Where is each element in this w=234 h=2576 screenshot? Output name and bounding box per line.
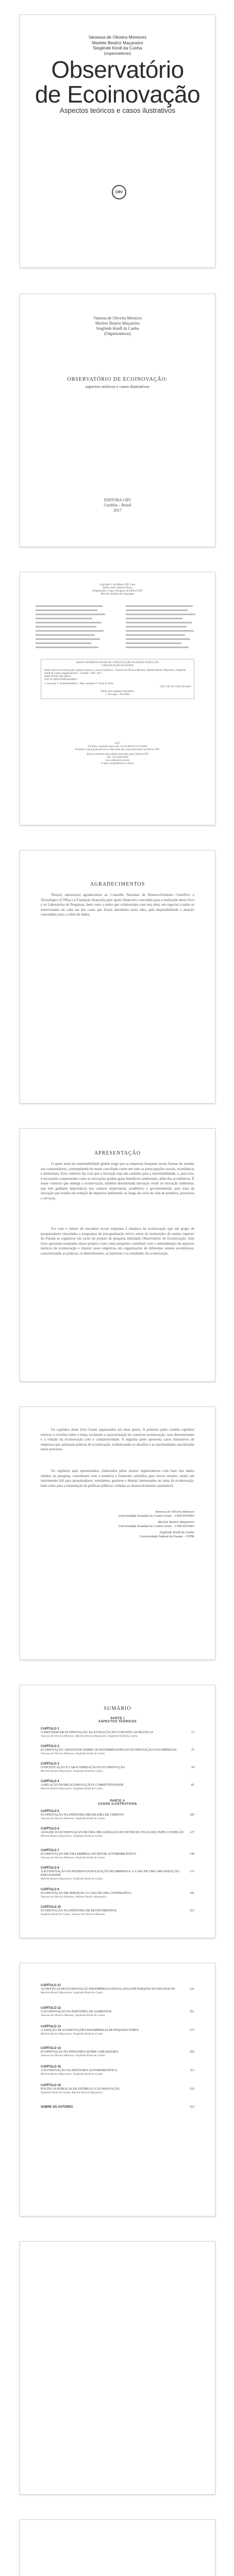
credits-page — [20, 572, 215, 825]
toc-chapter-title: A RELAÇÃO ENTRE ECOINOVAÇÃO E COMPETITIVIDADE — [41, 1784, 124, 1787]
revisao: Revisão: Analista de Linguagem — [101, 593, 135, 596]
credits-footer — [20, 742, 215, 766]
toc-entry[interactable] — [41, 2106, 194, 2109]
toc-entry[interactable] — [41, 2007, 194, 2018]
book-title: OBSERVATÓRIO DE ECOINOVAÇÃO: — [67, 377, 168, 382]
presentation-signatures — [119, 1510, 194, 1539]
toc-entry[interactable] — [41, 1827, 194, 1838]
toc-chapter-label: CAPÍTULO 5 — [41, 1810, 59, 1813]
toc-chapter-label: CAPÍTULO 10 — [41, 1906, 61, 1909]
acknowledgements-heading: AGRADECIMENTOS — [90, 882, 145, 887]
toc-chapter-authors: Vanessa de Oliveira Menezes; Marlete Beatriz Maçaneiro; Sieglinde Kindl da Cunha — [41, 1735, 138, 1738]
toc-chapter-title: A ECOINOVAÇÃO NA INDÚSTRIA DE ALIMENTOS — [41, 2010, 112, 2013]
cover-authors — [20, 35, 215, 56]
cover-title-line1: Observatório — [51, 56, 184, 83]
title-page-authors — [20, 316, 215, 336]
toc-heading: SUMÁRIO — [104, 1706, 131, 1711]
cover-role: (organizadoras) — [104, 50, 131, 56]
ficha-subtitle: CATALOGAÇÃO NA FONTE — [101, 665, 134, 667]
signature-name: Marlete Beatriz Maçaneiro — [158, 1520, 194, 1524]
blank-page — [20, 2241, 215, 2495]
signature-name: Vanessa de Oliveira Menezes — [155, 1510, 194, 1514]
toc-entry[interactable] — [41, 2084, 194, 2095]
toc-chapter-authors: Vanessa de Oliveira Menezes; Sieglinde Kindl da Cunha — [41, 1856, 105, 1859]
toc-chapter-label: CAPÍTULO 14 — [41, 2047, 61, 2050]
toc-entry[interactable] — [41, 2025, 194, 2036]
editor-chief: Editor-chefe: Railson Moura — [103, 587, 132, 589]
toc-page-number: 81 — [191, 1784, 194, 1787]
copyright: Copyright © da Editora CRV Ltda. — [99, 584, 136, 586]
cover-page — [20, 14, 215, 268]
ficha-title: DADOS INTERNACIONAIS DE CATALOGAÇÃO NA PUBLICAÇÃO (CIP) — [76, 662, 159, 664]
rights-reserved: Todos os direitos desta edição reservados pela: Editora CRV — [86, 753, 149, 756]
toc-page-number: 313 — [190, 2069, 194, 2072]
publisher-city: Curitiba – Brasil — [104, 503, 131, 507]
signature-institution: Universidade Estadual do Centro-Oeste – UNICENTRO — [118, 1524, 194, 1528]
part-1-subtitle: ASPECTOS TEÓRICOS — [98, 1720, 137, 1723]
cdu: CDU 330.341 CDD 658.4063 — [160, 686, 191, 688]
toc-chapter-label: CAPÍTULO 4 — [41, 1780, 59, 1783]
toc-chapter-title: A ECOINOVAÇÃO NA INDÚSTRIA AUTOMOBILÍSTICA — [41, 2069, 118, 2072]
toc-page-number: 149 — [190, 1853, 194, 1856]
toc-chapter-label: CAPÍTULO 16 — [41, 2084, 61, 2087]
toc-chapter-title: ECOINOVAÇÃO NA INDÚSTRIA BRASILEIRA DE CIMENTO — [41, 1814, 124, 1817]
toc-page-number: 59 — [191, 1766, 194, 1769]
publisher-logo: CRV — [112, 185, 126, 199]
toc-chapter-authors: Vanessa de Oliveira Menezes; Sieglinde Kindl da Cunha — [41, 2054, 105, 2057]
toc-page-number: 211 — [190, 1909, 194, 1912]
toc-chapter-title: POLÍTICAS PÚBLICAS DE ESTÍMULO À ECOINOVAÇÃO — [41, 2088, 120, 2091]
part-2-subtitle: CASOS ILUSTRATIVOS — [98, 1803, 137, 1806]
toc-page-number: 293 — [190, 2050, 194, 2054]
toc-entry[interactable] — [41, 1810, 194, 1821]
acknowledgements-page — [20, 850, 215, 1104]
toc-chapter-label: CAPÍTULO 2 — [41, 1745, 59, 1748]
toc-chapter-label: CAPÍTULO 3 — [41, 1762, 59, 1766]
presentation-paragraph-4: Os capítulos aqui apresentados, elaborados pelos nossos organizadores com base nos dados obtidos na pesquisa, contribuem com a temática e fornecem subsídios para novos estudos, sendo um instrumento útil para pesquisadores, estudantes, gestores e demais interessados no tema da ecoinovação, bem como para a formulação de políticas públicas voltadas ao desenvolvimento sustentável. — [41, 1469, 194, 1488]
ficha-text: Observatório de ecoinovação: aspectos teóricos e casos ilustrativos / Vanessa de Oliveira Menezes, Marlete Beatriz Maçaneiro, Sieglinde Kindl da Cunha (organizadoras) – Curitiba : CRV, 2017. — [44, 669, 186, 675]
toc-page-number: 273 — [190, 2029, 194, 2032]
toc-entry[interactable] — [41, 1849, 194, 1860]
toc-chapter-label: CAPÍTULO 1 — [41, 1727, 59, 1731]
signature-name: Sieglinde Kindl da Cunha — [159, 1531, 194, 1534]
toc-page-number: 105 — [190, 1814, 194, 1817]
publisher-phone: Tel.: (41) 3039-6418 — [107, 756, 128, 759]
cover-author: Sieglinde Kindl da Cunha — [93, 45, 142, 50]
toc-entry[interactable] — [41, 2047, 194, 2058]
toc-page-number: 333 — [190, 2088, 194, 2091]
toc-page-number: 37 — [191, 1749, 194, 1752]
toc-chapter-authors: Sieglinde Kindl da Cunha; Vanessa de Oliveira Menezes — [41, 1913, 105, 1916]
diagramacao: Diagramação e Capa: Designers da Editora CRV — [92, 590, 143, 592]
toc-entry[interactable] — [41, 1762, 194, 1773]
publisher-name: EDITORA CRV — [104, 498, 131, 502]
publisher-year: 2017 — [113, 508, 122, 513]
toc-entry[interactable] — [41, 1745, 194, 1756]
presentation-paragraph-2: Foi com o intuito de encontrar novas respostas à temática da ecoinovação que um grupo de pesquisadores vinculados a programas de pós-graduação stricto sensu de instituições de ensino superior do Paraná se organizou em torno do projeto de pesquisa intitulado Observatório de Ecoinovação. Este livro apresenta resultados desse projeto e tem como propósito contribuir com o entendimento de aspectos teóricos da ecoinovação e ilustrar casos empíricos em organizações de diferentes setores econômicos, caracterizando as práticas, os determinantes, as barreiras e os resultados da ecoinovação. — [41, 1227, 194, 1256]
presentation-page-2 — [20, 1406, 215, 1660]
presentation-paragraph-3: Os capítulos deste livro foram organizados em duas partes. A primeira parte contém capítulos teóricos e revisões sobre o tema, incluindo a caracterização do construto ecoinovação, seus determinantes e a relação da ecoinovação com a competitividade. A segunda parte apresenta casos ilustrativos de empresas que adotaram práticas de ecoinovação, evidenciando os desafios e as oportunidades encontradas nesse processo. — [41, 1428, 194, 1451]
toc-chapter-title: ANÁLISE DA ECOINOVAÇÃO EM UMA ORGANIZAÇÃO DO SETOR DE CELULOSE, PAPEL E PAPELÃO — [41, 1831, 184, 1834]
toc-page-number: 171 — [190, 1870, 194, 1873]
presentation-page — [20, 1128, 215, 1382]
index-title: Índice para catálogo sistemático — [101, 690, 135, 693]
title-block — [20, 377, 215, 389]
presentation-paragraph-1: O apelo atual da sustentabilidade global exige que as empresas busquem novas formas de atender aos consumidores, contemplando de modo conciliado como um todo as preocupações sociais, econômicas e ambientais. Esse contexto faz com que a inovação seja um caminho para a sustentabilidade, e, para isso, é necessário compreender como as inovações podem gerar benefícios ambientais, além dos econômicos. É nesse contexto que emerge a ecoinovação, também denominada inovação verde ou inovação ambiental, que tem ganhado importância nos campos empresarial, acadêmico e governamental, pois trata da inovação que resulta em redução de impactos ambientais ao longo do ciclo de vida de produtos, processos e serviços. — [41, 1162, 194, 1200]
toc-chapter-authors: Marlete Beatriz Maçaneiro; Sieglinde Kindl da Cunha — [41, 1877, 103, 1880]
toc-entry[interactable] — [41, 1780, 194, 1791]
blank-page — [20, 2519, 215, 2576]
toc-entry[interactable] — [41, 2065, 194, 2076]
toc-chapter-title: A ADOÇÃO DE ECOINOVAÇÕES EM EMPRESAS DE PEQUENO PORTE — [41, 2029, 139, 2032]
title-author: Sieglinde Kindl da Cunha — [96, 326, 139, 331]
toc-chapter-authors: Marlete Beatriz Maçaneiro; Sieglinde Kindl da Cunha — [41, 1991, 103, 1994]
toc-chapter-label: CAPÍTULO 11 — [41, 1984, 61, 1987]
toc-chapter-authors: Marlete Beatriz Maçaneiro; Sieglinde Kindl da Cunha — [41, 1770, 103, 1773]
toc-chapter-authors: Marlete Beatriz Maçaneiro; Sieglinde Kindl da Cunha — [41, 2073, 103, 2076]
toc-chapter-label: CAPÍTULO 15 — [41, 2065, 61, 2069]
toc-chapter-title: ECOINOVAÇÃO NA INDÚSTRIA QUÍMICA BRASILEIRA — [41, 2050, 119, 2054]
toc-chapter-label: CAPÍTULO 12 — [41, 2007, 61, 2010]
toc-page-number: 231 — [190, 1988, 194, 1991]
toc-page — [20, 1685, 215, 1938]
toc-entry[interactable] — [41, 1984, 194, 1995]
signature-institution: Universidade Federal do Paraná – UFPR — [140, 1535, 194, 1538]
toc-chapter-authors: Marlete Beatriz Maçaneiro; Sieglinde Kindl da Cunha — [41, 1787, 103, 1790]
toc-chapter-authors: Marlete Beatriz Maçaneiro; Sieglinde Kindl da Cunha — [41, 2032, 103, 2036]
toc-chapter-title: ECOINOVAÇÃO: UM ESTUDO SOBRE OS DETERMINANTES DA ECOINOVAÇÃO NAS EMPRESAS — [41, 1749, 177, 1752]
toc-chapter-label: CAPÍTULO 6 — [41, 1827, 59, 1831]
signature-institution: Universidade Estadual do Centro-Oeste – UNICENTRO — [118, 1514, 194, 1518]
title-author: Vanessa de Oliveira Menezes — [93, 316, 142, 320]
toc-part-2 — [20, 1800, 215, 1806]
toc-entry[interactable] — [41, 1727, 194, 1738]
toc-chapter-title: ECOINOVAÇÃO NA INDÚSTRIA DE REVESTIMENTOS — [41, 1909, 116, 1912]
publisher-site: www.editoracrv.com.br — [105, 759, 130, 762]
toc-page-number: 191 — [190, 1892, 194, 1895]
acknowledgements-text: Nós(as) autores(as) agradecemos ao Conselho Nacional de Desenvolvimento Científico e Tecnológico (CNPq) e à Fundação Araucária pelo apoio financeiro concedido para a realização deste livro e ao Laboratório de Pesquisas, bem como a todos que colaboraram com esta obra, em especial a todos os entrevistados de cada um dos casos que foram abordados nesta obra, pela disponibilidade e atenção concedidas para a coleta de dados. — [41, 893, 194, 917]
cover-title — [20, 57, 215, 107]
credits-header — [20, 584, 215, 596]
part-1-label: PARTE I — [110, 1717, 125, 1720]
title-page — [20, 294, 215, 547]
toc-page-number: 13 — [191, 1731, 194, 1734]
toc-page-number: 251 — [190, 2010, 194, 2013]
toc-page-number: 353 — [190, 2106, 194, 2109]
title-role: (Organizadoras) — [104, 331, 131, 336]
credits-year: 2017 — [115, 742, 120, 745]
presentation-heading: APRESENTAÇÃO — [94, 1150, 141, 1156]
cover-author: Vanessa de Oliveira Menezes — [88, 35, 147, 40]
cover-title-line2: de Ecoinovação — [35, 81, 200, 108]
toc-page-number: 127 — [190, 1831, 194, 1834]
toc-sobre-label: SOBRE OS AUTORES — [41, 2106, 73, 2109]
index-entry: 1. Inovação – 658.4063 — [105, 693, 130, 696]
reproduction-notice: Proibida a reprodução parcial ou total desta obra sem autorização da Editora CRV — [75, 749, 160, 751]
toc-entry[interactable] — [41, 1906, 194, 1917]
toc-chapter-label: CAPÍTULO 7 — [41, 1849, 59, 1852]
publisher-email: E-mail: sac@editoracrv.com.br — [101, 762, 134, 765]
title-author: Marlete Beatriz Maçaneiro — [95, 321, 140, 326]
toc-chapter-title: AS PRÁTICAS DE ECOINOVAÇÃO EM EMPRESAS INSTALADAS EM PARQUES TECNOLÓGICOS — [41, 1988, 175, 1991]
isbn: ISBN 978-85-444-1806-9 — [44, 675, 71, 678]
cover-subtitle: Aspectos teóricos e casos ilustrativos — [59, 107, 176, 114]
catalog-card — [41, 659, 194, 699]
toc-chapter-title: CONCEITUAÇÃO E CARACTERIZAÇÃO DA ECOINOVAÇÃO — [41, 1766, 125, 1769]
toc-part-1 — [20, 1717, 215, 1723]
editorial-board-list — [20, 602, 215, 654]
toc-chapter-label: CAPÍTULO 9 — [41, 1888, 59, 1891]
toc-chapter-authors: Marlete Beatriz Maçaneiro; Sieglinde Kindl da Cunha — [41, 1835, 103, 1838]
toc-entry[interactable] — [41, 1867, 194, 1881]
legal-deposit: Foi feito o depósito legal conf. Lei 10.994 de 14/12/2004 — [88, 745, 147, 748]
toc-chapter-label: CAPÍTULO 13 — [41, 2025, 61, 2028]
toc-chapter-title: O PROCESSO DE ECOINOVAÇÃO: DA EVOLUÇÃO DO CONCEITO ÀS PRÁTICAS — [41, 1731, 153, 1734]
toc-chapter-title: A ECOINOVAÇÃO NA INTERNACIONALIZAÇÃO DE EMPRESAS: O CASO DE UMA ORGANIZAÇÃO PARANAENSE — [41, 1870, 179, 1877]
toc-chapter-title: ECOINOVAÇÃO EM UMA EMPRESA DO SETOR AUTOMOBILÍSTICO — [41, 1853, 136, 1856]
doi: DOI 10.24824/978854441806.9 — [44, 679, 78, 681]
keywords: 1. Inovação 2. Sustentabilidade 3. Meio ambiente I. Título II. Série — [44, 683, 113, 685]
toc-chapter-authors: Vanessa de Oliveira Menezes; Marlete Beatriz Maçaneiro — [41, 1895, 107, 1899]
toc-chapter-authors: Sieglinde Kindl da Cunha; Marlete Beatriz Maçaneiro — [41, 2091, 103, 2094]
toc-chapter-title: ECOINOVAÇÃO EM SERVIÇOS: O CASO DE UMA COOPERATIVA — [41, 1892, 131, 1895]
cover-author: Marlete Beatriz Maçaneiro — [92, 40, 143, 45]
book-subtitle: aspectos teóricos e casos ilustrativos — [85, 384, 150, 389]
toc-chapter-authors: Vanessa de Oliveira Menezes; Sieglinde Kindl da Cunha — [41, 1752, 105, 1755]
toc-chapter-authors: Vanessa de Oliveira Menezes; Sieglinde Kindl da Cunha — [41, 1817, 105, 1820]
toc-chapter-authors: Vanessa de Oliveira Menezes; Sieglinde Kindl da Cunha — [41, 2014, 105, 2017]
toc-page-2 — [20, 1963, 215, 2216]
part-2-label: PARTE II — [110, 1800, 125, 1803]
publisher-block — [20, 498, 215, 513]
toc-chapter-label: CAPÍTULO 8 — [41, 1867, 59, 1870]
toc-entry[interactable] — [41, 1888, 194, 1899]
